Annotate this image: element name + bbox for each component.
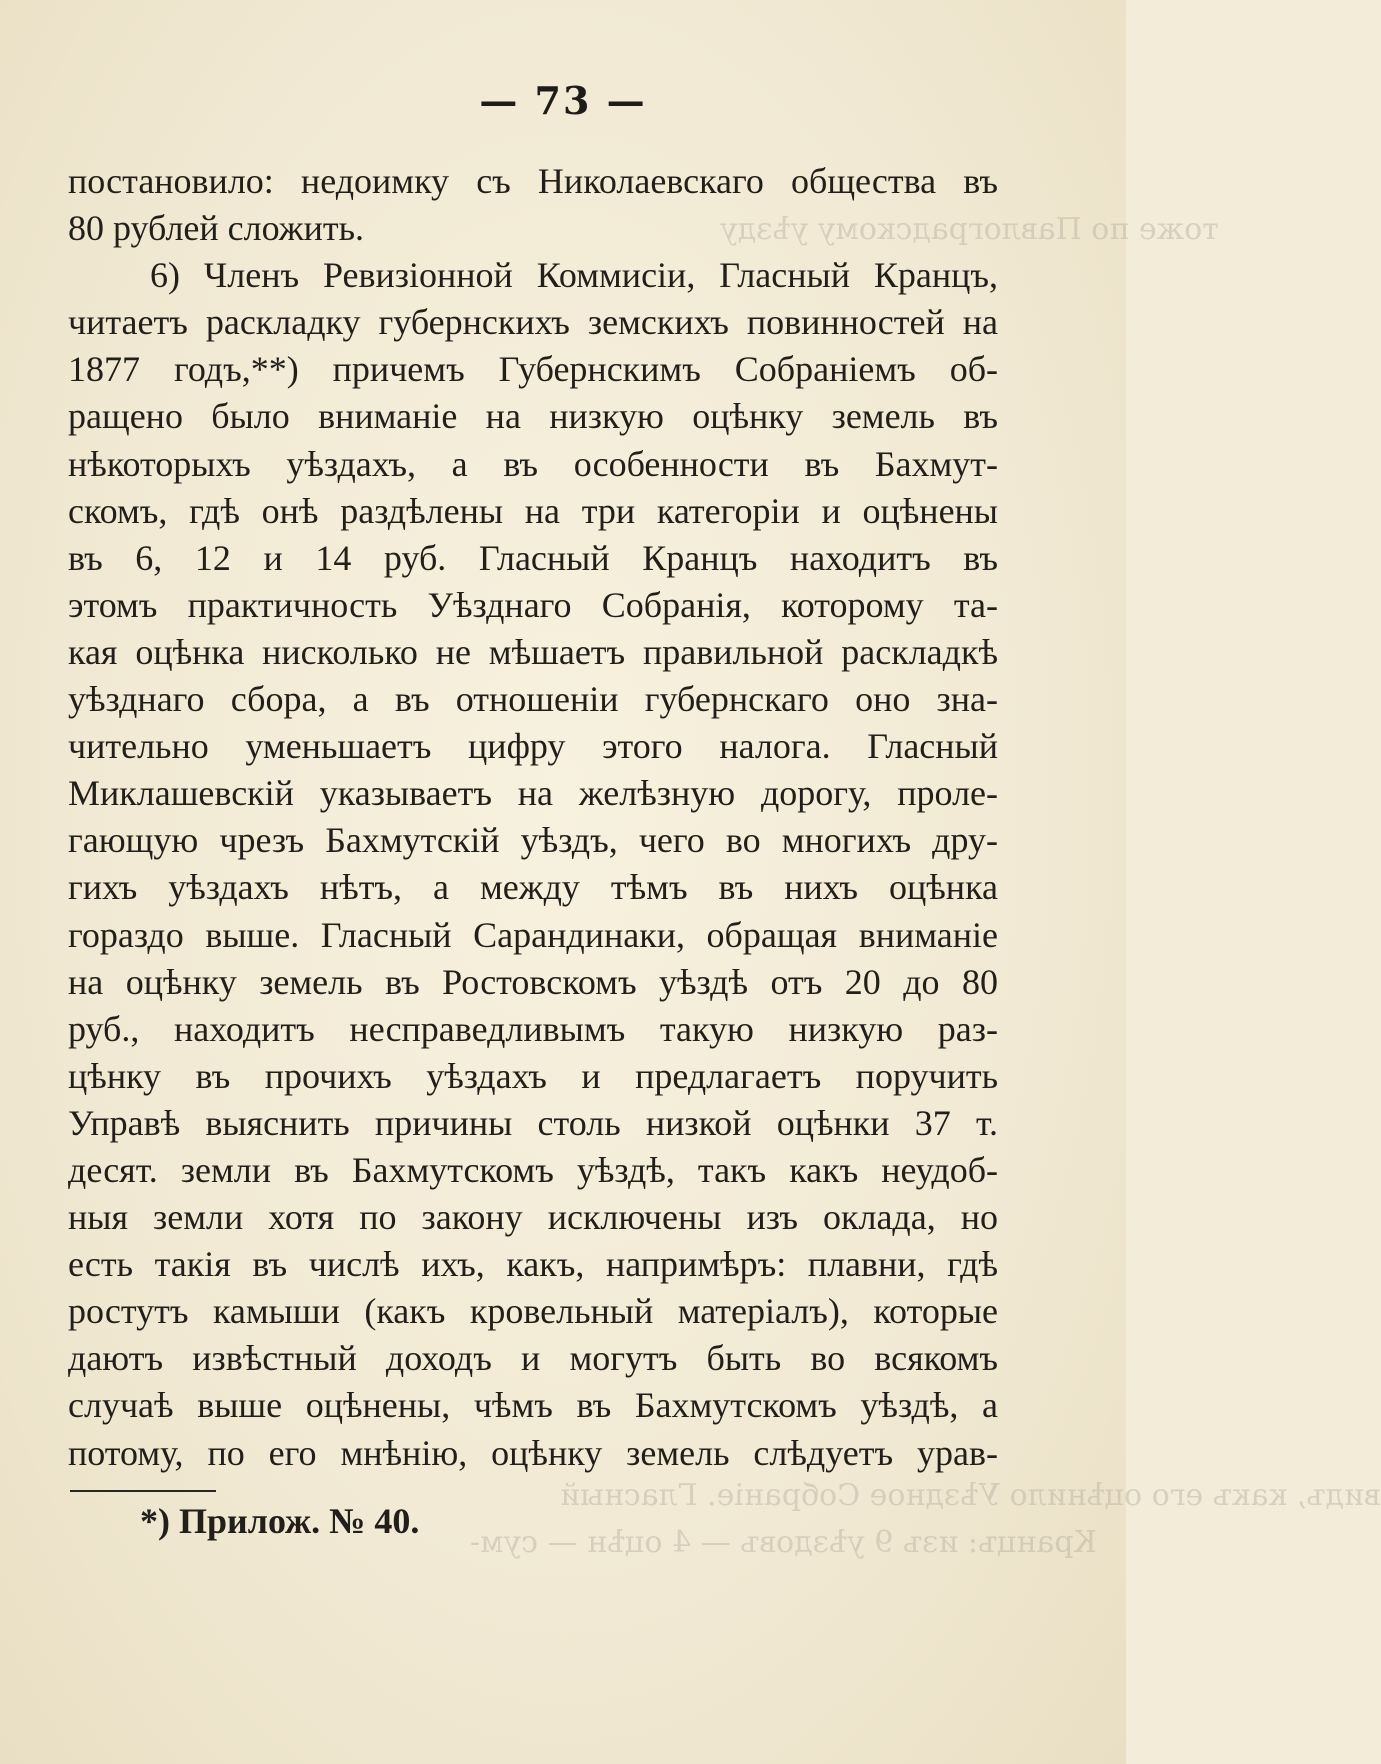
text-line: гающую чрезъ Бахмутскій уѣздъ, чего во многихъ дру- bbox=[68, 820, 998, 861]
footnote-rule bbox=[70, 1490, 216, 1492]
text-line: на оцѣнку земель въ Ростовскомъ уѣздѣ отъ 20 до 80 bbox=[68, 961, 998, 1002]
text-line: Управѣ выяснить причины столь низкой оцѣнки 37 т. bbox=[68, 1102, 998, 1143]
text-line: читаетъ раскладку губернскихъ земскихъ повинностей на bbox=[68, 302, 998, 343]
text-line: даютъ извѣстный доходъ и могутъ быть во всякомъ bbox=[68, 1338, 998, 1379]
bleed-through-text: Кранцъ: изъ 9 уѣздовъ — 4 оцѣн — сум- bbox=[470, 1525, 1097, 1560]
text-line: ныя земли хотя по закону исключены изъ оклада, но bbox=[68, 1197, 998, 1238]
text-line: ростутъ камыши (какъ кровельный матеріалъ), которые bbox=[68, 1291, 998, 1332]
text-line: ращено было вниманіе на низкую оцѣнку земель въ bbox=[68, 396, 998, 437]
text-line: 6) Членъ Ревизіонной Коммисіи, Гласный Кранцъ, bbox=[150, 255, 998, 296]
text-line: десят. земли въ Бахмутскомъ уѣздѣ, такъ какъ неудоб- bbox=[68, 1149, 998, 1190]
bleed-through-text: видъ, какъ его оцѣнило Уѣздное Собраніе. Гласный bbox=[560, 1478, 1381, 1513]
text-line: гораздо выше. Гласный Сарандинаки, обращая вниманіе bbox=[68, 914, 998, 955]
text-line: есть такія въ числѣ ихъ, какъ, напримѣръ: плавни, гдѣ bbox=[68, 1244, 998, 1285]
footnote: *) Прилож. № 40. bbox=[140, 1501, 420, 1541]
page-number: — 73 — bbox=[479, 78, 647, 123]
text-line: скомъ, гдѣ онѣ раздѣлены на три категоріи и оцѣнены bbox=[68, 490, 998, 531]
text-line: Миклашевскій указываетъ на желѣзную дорогу, проле- bbox=[68, 773, 998, 814]
text-line: потому, по его мнѣнію, оцѣнку земель слѣдуетъ урав- bbox=[68, 1432, 998, 1473]
text-line: уѣзднаго сбора, а въ отношеніи губернскаго оно зна- bbox=[68, 679, 998, 720]
text-line: нѣкоторыхъ уѣздахъ, а въ особенности въ Бахмут- bbox=[68, 443, 998, 484]
text-line: 1877 годъ,**) причемъ Губернскимъ Собраніемъ об- bbox=[68, 349, 998, 390]
body-text bbox=[68, 158, 998, 1477]
text-line: этомъ практичность Уѣзднаго Собранія, которому та- bbox=[68, 584, 998, 625]
bleed-through-text: тоже по Павлоградскому уѣзду bbox=[720, 212, 1219, 247]
text-line: цѣнку въ прочихъ уѣздахъ и предлагаетъ поручить bbox=[68, 1055, 998, 1096]
text-line: кая оцѣнка нисколько не мѣшаетъ правильной раскладкѣ bbox=[68, 631, 998, 672]
text-line: въ 6, 12 и 14 руб. Гласный Кранцъ находитъ въ bbox=[68, 537, 998, 578]
text-line: чительно уменьшаетъ цифру этого налога. Гласный bbox=[68, 726, 998, 767]
text-line: 80 рублей сложить. bbox=[68, 208, 365, 249]
text-line: гихъ уѣздахъ нѣтъ, а между тѣмъ въ нихъ оцѣнка bbox=[68, 867, 998, 908]
text-line: случаѣ выше оцѣнены, чѣмъ въ Бахмутскомъ уѣздѣ, а bbox=[68, 1385, 998, 1426]
text-line: постановило: недоимку съ Николаевскаго общества въ bbox=[68, 161, 998, 201]
text-line: руб., находитъ несправедливымъ такую низкую раз- bbox=[68, 1008, 998, 1049]
